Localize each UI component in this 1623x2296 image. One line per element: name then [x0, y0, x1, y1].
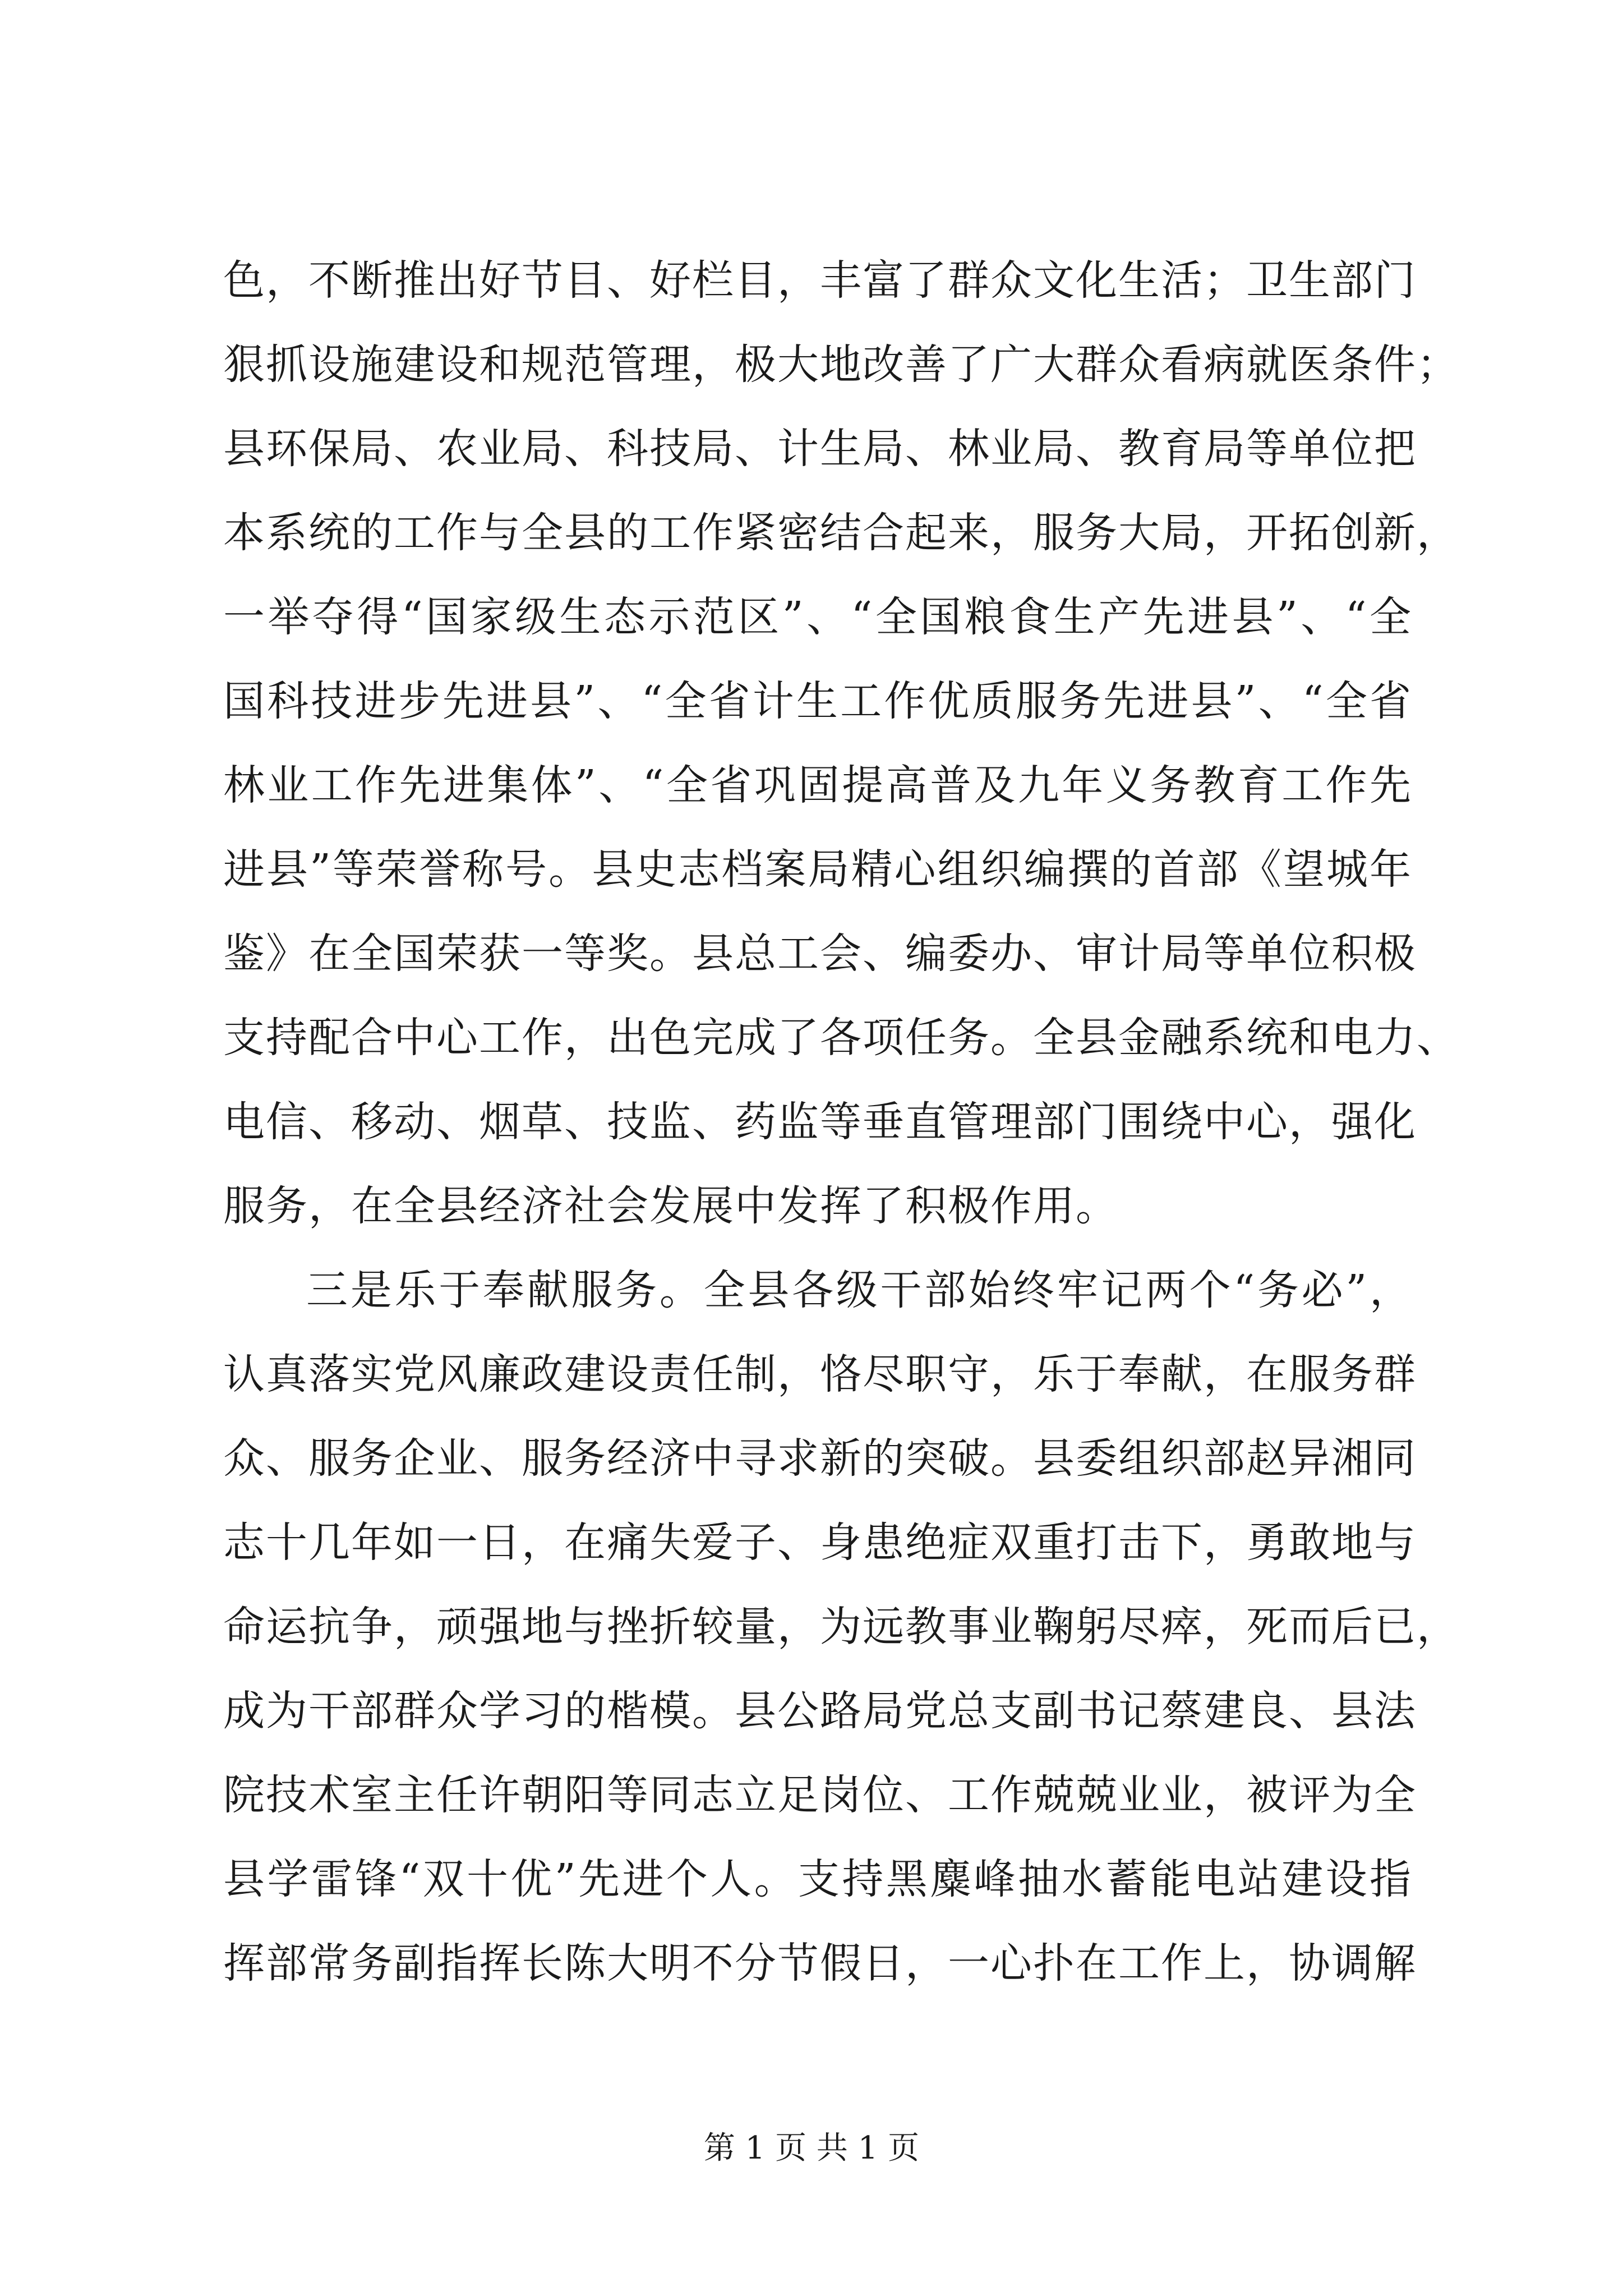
body-text-line: 电信、移动、烟草、技监、药监等垂直管理部门围绕中心，强化: [223, 1098, 1417, 1146]
body-text-line: 县学雷锋“双十优”先进个人。支持黑麋峰抽水蓄能电站建设指: [223, 1855, 1412, 1903]
paragraph-first-line: 三是乐于奉献服务。全县各级干部始终牢记两个“务必”，: [306, 1266, 1412, 1314]
body-text-line: 本系统的工作与全县的工作紧密结合起来，服务大局，开拓创新，: [223, 509, 1459, 557]
body-text-line: 院技术室主任许朝阳等同志立足岗位、工作兢兢业业，被评为全: [223, 1771, 1417, 1819]
body-text-line: 林业工作先进集体”、“全省巩固提高普及九年义务教育工作先: [223, 761, 1412, 809]
body-text-line: 县环保局、农业局、科技局、计生局、林业局、教育局等单位把: [223, 425, 1417, 473]
body-text-line: 狠抓设施建设和规范管理，极大地改善了广大群众看病就医条件；: [223, 341, 1459, 389]
body-text-line: 支持配合中心工作，出色完成了各项任务。全县金融系统和电力、: [223, 1014, 1459, 1062]
page-footer: 第 1 页 共 1 页: [703, 2130, 920, 2166]
body-text-line: 鉴》在全国荣获一等奖。县总工会、编委办、审计局等单位积极: [223, 930, 1417, 978]
body-text-line: 众、服务企业、服务经济中寻求新的突破。县委组织部赵异湘同: [223, 1434, 1417, 1483]
body-text-line: 进县”等荣誉称号。县史志档案局精心组织编撰的首部《望城年: [223, 845, 1412, 894]
body-text-line: 成为干部群众学习的楷模。县公路局党总支副书记蔡建良、县法: [223, 1687, 1417, 1735]
body-text-line: 色，不断推出好节目、好栏目，丰富了群众文化生活；卫生部门: [223, 256, 1417, 305]
body-text-line: 命运抗争，顽强地与挫折较量，为远教事业鞠躬尽瘁，死而后已，: [223, 1603, 1459, 1651]
body-text-line: 服务，在全县经济社会发展中发挥了积极作用。: [223, 1182, 1118, 1230]
body-text-line: 一举夺得“国家级生态示范区”、“全国粮食生产先进县”、“全: [223, 593, 1412, 641]
body-text-line: 认真落实党风廉政建设责任制，恪尽职守，乐于奉献，在服务群: [223, 1350, 1417, 1398]
body-text-line: 志十几年如一日，在痛失爱子、身患绝症双重打击下，勇敢地与: [223, 1519, 1417, 1567]
body-text-line: 国科技进步先进县”、“全省计生工作优质服务先进县”、“全省: [223, 677, 1412, 725]
body-text-line: 挥部常务副指挥长陈大明不分节假日，一心扑在工作上，协调解: [223, 1939, 1417, 1987]
